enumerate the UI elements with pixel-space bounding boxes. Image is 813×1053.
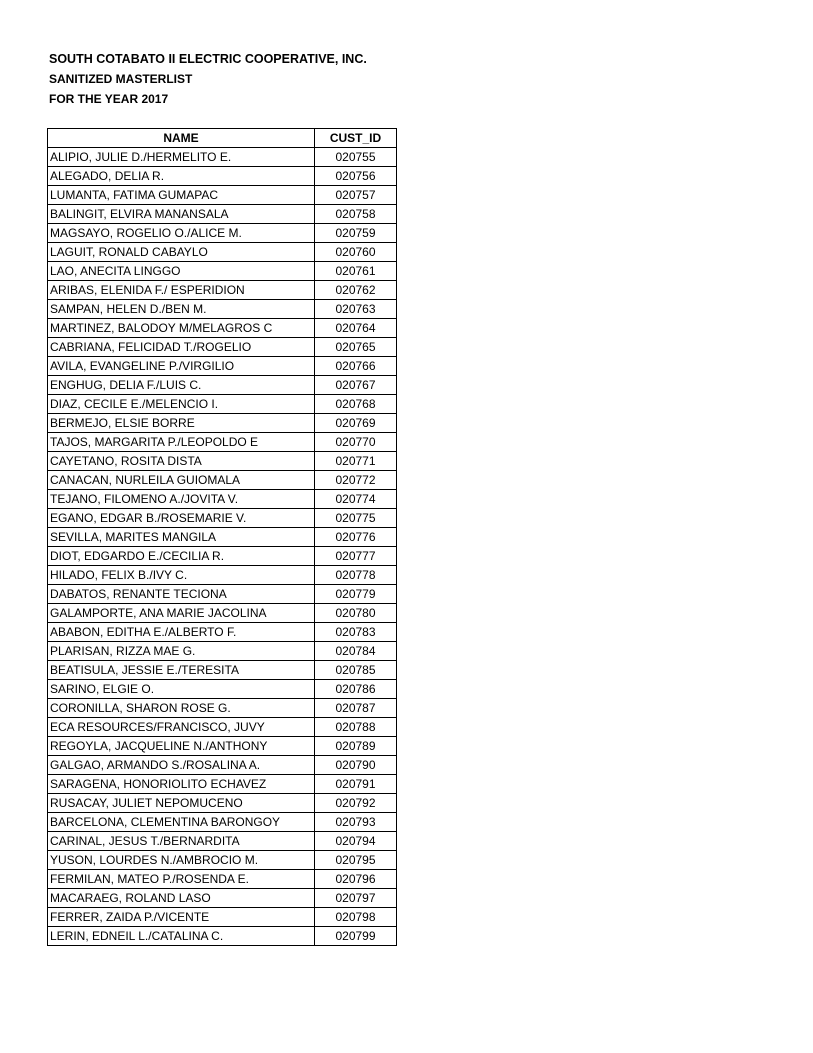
cell-name: DABATOS, RENANTE TECIONA: [48, 585, 315, 604]
cell-cust-id: 020796: [315, 870, 397, 889]
table-row: [48, 813, 397, 832]
cell-cust-id: 020755: [315, 148, 397, 167]
cell-name: TEJANO, FILOMENO A./JOVITA V.: [48, 490, 315, 509]
cell-cust-id: 020772: [315, 471, 397, 490]
cell-cust-id: 020758: [315, 205, 397, 224]
table-row: [48, 471, 397, 490]
cell-cust-id: 020777: [315, 547, 397, 566]
cell-cust-id: 020763: [315, 300, 397, 319]
table-row: [48, 889, 397, 908]
cell-cust-id: 020791: [315, 775, 397, 794]
table-row: [48, 566, 397, 585]
cell-name: DIAZ, CECILE E./MELENCIO I.: [48, 395, 315, 414]
table-row: [48, 243, 397, 262]
table-row: [48, 300, 397, 319]
cell-cust-id: 020794: [315, 832, 397, 851]
cell-cust-id: 020798: [315, 908, 397, 927]
document-year: FOR THE YEAR 2017: [49, 92, 169, 106]
document-title: SOUTH COTABATO II ELECTRIC COOPERATIVE, INC.: [49, 52, 367, 66]
table-row: [48, 186, 397, 205]
table-row: [48, 433, 397, 452]
cell-cust-id: 020783: [315, 623, 397, 642]
cell-name: TAJOS, MARGARITA P./LEOPOLDO E: [48, 433, 315, 452]
cell-name: BERMEJO, ELSIE BORRE: [48, 414, 315, 433]
table-row: [48, 395, 397, 414]
cell-cust-id: 020780: [315, 604, 397, 623]
cell-name: SARAGENA, HONORIOLITO ECHAVEZ: [48, 775, 315, 794]
table-row: [48, 167, 397, 186]
cell-name: CABRIANA, FELICIDAD T./ROGELIO: [48, 338, 315, 357]
cell-name: MACARAEG, ROLAND LASO: [48, 889, 315, 908]
table-row: [48, 585, 397, 604]
cell-cust-id: 020771: [315, 452, 397, 471]
cell-cust-id: 020788: [315, 718, 397, 737]
table-row: [48, 908, 397, 927]
cell-cust-id: 020786: [315, 680, 397, 699]
cell-cust-id: 020793: [315, 813, 397, 832]
cell-name: ALEGADO, DELIA R.: [48, 167, 315, 186]
cell-cust-id: 020778: [315, 566, 397, 585]
cell-cust-id: 020770: [315, 433, 397, 452]
cell-name: ENGHUG, DELIA F./LUIS C.: [48, 376, 315, 395]
table-row: [48, 718, 397, 737]
cell-name: MARTINEZ, BALODOY M/MELAGROS C: [48, 319, 315, 338]
table-row: [48, 509, 397, 528]
table-row: [48, 699, 397, 718]
cell-name: BARCELONA, CLEMENTINA BARONGOY: [48, 813, 315, 832]
cell-cust-id: 020774: [315, 490, 397, 509]
cell-cust-id: 020785: [315, 661, 397, 680]
cell-name: ECA RESOURCES/FRANCISCO, JUVY: [48, 718, 315, 737]
cell-name: SARINO, ELGIE O.: [48, 680, 315, 699]
cell-name: DIOT, EDGARDO E./CECILIA R.: [48, 547, 315, 566]
cell-name: ABABON, EDITHA E./ALBERTO F.: [48, 623, 315, 642]
cell-name: FERRER, ZAIDA P./VICENTE: [48, 908, 315, 927]
cell-name: LERIN, EDNEIL L./CATALINA C.: [48, 927, 315, 946]
cell-name: FERMILAN, MATEO P./ROSENDA E.: [48, 870, 315, 889]
table-row: [48, 661, 397, 680]
cell-cust-id: 020795: [315, 851, 397, 870]
cell-cust-id: 020799: [315, 927, 397, 946]
cell-cust-id: 020757: [315, 186, 397, 205]
cell-name: BALINGIT, ELVIRA MANANSALA: [48, 205, 315, 224]
table-row: [48, 224, 397, 243]
cell-name: ARIBAS, ELENIDA F./ ESPERIDION: [48, 281, 315, 300]
table-row: [48, 680, 397, 699]
masterlist-table: [47, 128, 397, 946]
cell-name: REGOYLA, JACQUELINE N./ANTHONY: [48, 737, 315, 756]
cell-cust-id: 020797: [315, 889, 397, 908]
cell-name: ALIPIO, JULIE D./HERMELITO E.: [48, 148, 315, 167]
cell-name: LAO, ANECITA LINGGO: [48, 262, 315, 281]
cell-name: GALGAO, ARMANDO S./ROSALINA A.: [48, 756, 315, 775]
cell-name: CANACAN, NURLEILA GUIOMALA: [48, 471, 315, 490]
table-row: [48, 832, 397, 851]
table-row: [48, 756, 397, 775]
table-row: [48, 452, 397, 471]
table-row: [48, 357, 397, 376]
table-row: [48, 604, 397, 623]
cell-cust-id: 020792: [315, 794, 397, 813]
table-row: [48, 262, 397, 281]
cell-name: PLARISAN, RIZZA MAE G.: [48, 642, 315, 661]
cell-name: CAYETANO, ROSITA DISTA: [48, 452, 315, 471]
table-row: [48, 737, 397, 756]
cell-name: GALAMPORTE, ANA MARIE JACOLINA: [48, 604, 315, 623]
cell-cust-id: 020766: [315, 357, 397, 376]
table-row: [48, 623, 397, 642]
cell-name: SAMPAN, HELEN D./BEN M.: [48, 300, 315, 319]
cell-cust-id: 020784: [315, 642, 397, 661]
table-row: [48, 338, 397, 357]
cell-cust-id: 020764: [315, 319, 397, 338]
table-row: [48, 490, 397, 509]
cell-cust-id: 020768: [315, 395, 397, 414]
cell-name: HILADO, FELIX B./IVY C.: [48, 566, 315, 585]
table-row: [48, 528, 397, 547]
table-header-row: [48, 129, 397, 148]
cell-cust-id: 020762: [315, 281, 397, 300]
table-body: [48, 148, 397, 946]
cell-name: SEVILLA, MARITES MANGILA: [48, 528, 315, 547]
table-row: [48, 319, 397, 338]
cell-name: AVILA, EVANGELINE P./VIRGILIO: [48, 357, 315, 376]
cell-cust-id: 020765: [315, 338, 397, 357]
cell-cust-id: 020776: [315, 528, 397, 547]
document-subtitle: SANITIZED MASTERLIST: [49, 72, 193, 86]
cell-name: RUSACAY, JULIET NEPOMUCENO: [48, 794, 315, 813]
cell-name: MAGSAYO, ROGELIO O./ALICE M.: [48, 224, 315, 243]
cell-name: EGANO, EDGAR B./ROSEMARIE V.: [48, 509, 315, 528]
table-row: [48, 376, 397, 395]
cell-cust-id: 020760: [315, 243, 397, 262]
cell-cust-id: 020779: [315, 585, 397, 604]
column-header-cust-id: CUST_ID: [315, 129, 397, 148]
table-row: [48, 794, 397, 813]
cell-name: CARINAL, JESUS T./BERNARDITA: [48, 832, 315, 851]
cell-cust-id: 020761: [315, 262, 397, 281]
table-header: [48, 129, 397, 148]
document-header: [49, 50, 367, 110]
cell-cust-id: 020767: [315, 376, 397, 395]
cell-cust-id: 020787: [315, 699, 397, 718]
cell-name: CORONILLA, SHARON ROSE G.: [48, 699, 315, 718]
cell-cust-id: 020775: [315, 509, 397, 528]
table-row: [48, 870, 397, 889]
cell-cust-id: 020759: [315, 224, 397, 243]
table-row: [48, 642, 397, 661]
table-row: [48, 547, 397, 566]
cell-cust-id: 020756: [315, 167, 397, 186]
cell-name: BEATISULA, JESSIE E./TERESITA: [48, 661, 315, 680]
table-row: [48, 148, 397, 167]
table-row: [48, 775, 397, 794]
table-row: [48, 851, 397, 870]
cell-cust-id: 020789: [315, 737, 397, 756]
cell-name: YUSON, LOURDES N./AMBROCIO M.: [48, 851, 315, 870]
table-row: [48, 281, 397, 300]
cell-cust-id: 020769: [315, 414, 397, 433]
column-header-name: NAME: [48, 129, 315, 148]
table-row: [48, 414, 397, 433]
table-row: [48, 927, 397, 946]
cell-name: LUMANTA, FATIMA GUMAPAC: [48, 186, 315, 205]
cell-name: LAGUIT, RONALD CABAYLO: [48, 243, 315, 262]
cell-cust-id: 020790: [315, 756, 397, 775]
table-row: [48, 205, 397, 224]
